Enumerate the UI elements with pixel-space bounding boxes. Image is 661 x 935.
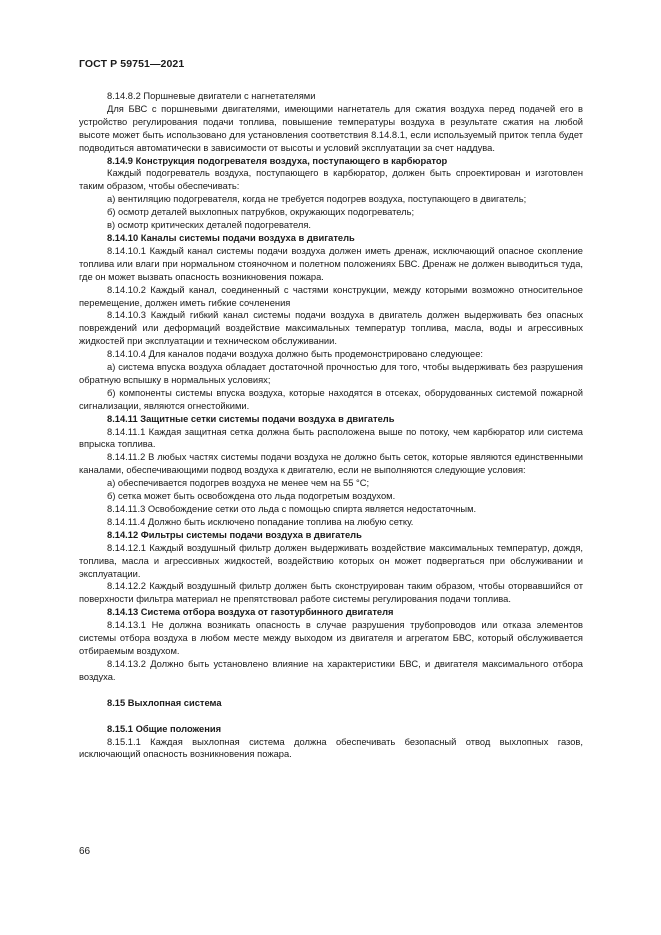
paragraph: 8.14.8.2 Поршневые двигатели с нагнетателями: [107, 91, 316, 101]
paragraph: 8.14.13.1 Не должна возникать опасность в случае разрушения трубопроводов или отказа элементов системы отбора воздуха в любом месте между выходом из двигателя и агрегатом БВС, который обслуживается отбираемым воздухом.: [79, 620, 583, 656]
paragraph: 8.14.12.2 Каждый воздушный фильтр должен быть сконструирован таким образом, чтобы оторвавшийся от поверхности фильтра материал не препятствовал работе системы регулирования подачи топлива.: [79, 581, 583, 605]
section-heading: 8.14.13 Система отбора воздуха от газотурбинного двигателя: [107, 607, 394, 618]
list-item: в) осмотр критических деталей подогревателя.: [107, 220, 312, 231]
paragraph: Для БВС с поршневыми двигателями, имеющими нагнетатель для сжатия воздуха перед подачей его в устройство регулирования подачи топлива, повышение температуры воздуха в результате сжатия на любой высоте может быть использовано для установления соответствия 8.14.8.1, если используемый приток тепла будет подводиться автоматически в зависимости от высоты и условий эксплуатации за счет наддува.: [79, 103, 583, 153]
list-item: б) сетка может быть освобождена ото льда подогретым воздухом.: [107, 491, 396, 502]
list-item: а) вентиляцию подогревателя, когда не требуется подогрев воздуха, поступающего в двигатель;: [107, 194, 527, 205]
list-item: б) компоненты системы впуска воздуха, которые находятся в отсеках, оборудованных системой пожарной сигнализации, являются огнестойкими.: [79, 387, 583, 411]
paragraph: 8.14.11.3 Освобождение сетки ото льда с помощью спирта является недостаточным.: [107, 504, 477, 514]
paragraph: 8.14.10.3 Каждый гибкий канал системы подачи воздуха в двигатель должен выдерживать без опасных повреждений или деформаций воздействие максимальных температур топлива, масла, воды и агрессивных жидкостей при эксплуатации и техническом обслуживании.: [79, 310, 583, 347]
section-heading: 8.15.1 Общие положения: [107, 723, 222, 734]
section-heading: 8.14.9 Конструкция подогревателя воздуха, поступающего в карбюратор: [107, 155, 448, 166]
section-heading: 8.14.12 Фильтры системы подачи воздуха в двигатель: [107, 529, 362, 540]
paragraph: 8.14.12.1 Каждый воздушный фильтр должен выдерживать воздействие максимальных температур, дождя, топлива, масла и агрессивных жидкостей, воздействию которых он может подвергаться при обслуживании и эксплуатации.: [79, 542, 583, 579]
list-item: б) осмотр деталей выхлопных патрубков, окружающих подогреватель;: [107, 207, 415, 218]
paragraph: 8.14.11.1 Каждая защитная сетка должна быть расположена выше по потоку, чем карбюратор или система впрыска топлива.: [79, 426, 583, 450]
paragraph: Каждый подогреватель воздуха, поступающего в карбюратор, должен быть спроектирован и изготовлен таким образом, чтобы обеспечивать:: [79, 168, 583, 192]
paragraph: 8.15.1.1 Каждая выхлопная система должна обеспечивать безопасный отвод выхлопных газов, исключающий опасность возникновения пожара.: [79, 736, 583, 760]
section-heading: 8.14.11 Защитные сетки системы подачи воздуха в двигатель: [107, 413, 395, 424]
paragraph: 8.14.10.4 Для каналов подачи воздуха должно быть продемонстрировано следующее:: [107, 349, 484, 360]
page-number: 66: [79, 846, 91, 857]
paragraph: 8.14.10.1 Каждый канал системы подачи воздуха должен иметь дренаж, исключающий опасное скопление топлива или влаги при нормальном стояночном и полетном положениях БВС. Дренаж не должен выводиться туда, где он может вызвать опасность возникновения пожара.: [79, 245, 583, 282]
document-body: [79, 90, 583, 761]
section-heading: 8.14.10 Каналы системы подачи воздуха в двигатель: [107, 232, 355, 243]
paragraph: 8.14.10.2 Каждый канал, соединенный с частями конструкции, между которыми возможно относительное перемещение, должен иметь гибкие сочленения: [79, 284, 583, 308]
paragraph: 8.14.11.4 Должно быть исключено попадание топлива на любую сетку.: [107, 516, 414, 527]
document-header: ГОСТ Р 59751—2021: [79, 58, 185, 70]
list-item: а) обеспечивается подогрев воздуха не менее чем на 55 °С;: [107, 478, 370, 489]
paragraph: 8.14.13.2 Должно быть установлено влияние на характеристики БВС, и двигателя максимального отбора воздуха.: [79, 658, 583, 682]
paragraph: 8.14.11.2 В любых частях системы подачи воздуха не должно быть сеток, которые являются единственными каналами, обеспечивающими подвод воздуха к двигателю, если не выполняются следующие условия:: [79, 452, 583, 476]
section-heading: 8.15 Выхлопная система: [107, 697, 222, 708]
list-item: а) система впуска воздуха обладает достаточной прочностью для того, чтобы выдерживать без разрушения обратную вспышку в нормальных условиях;: [79, 362, 583, 385]
